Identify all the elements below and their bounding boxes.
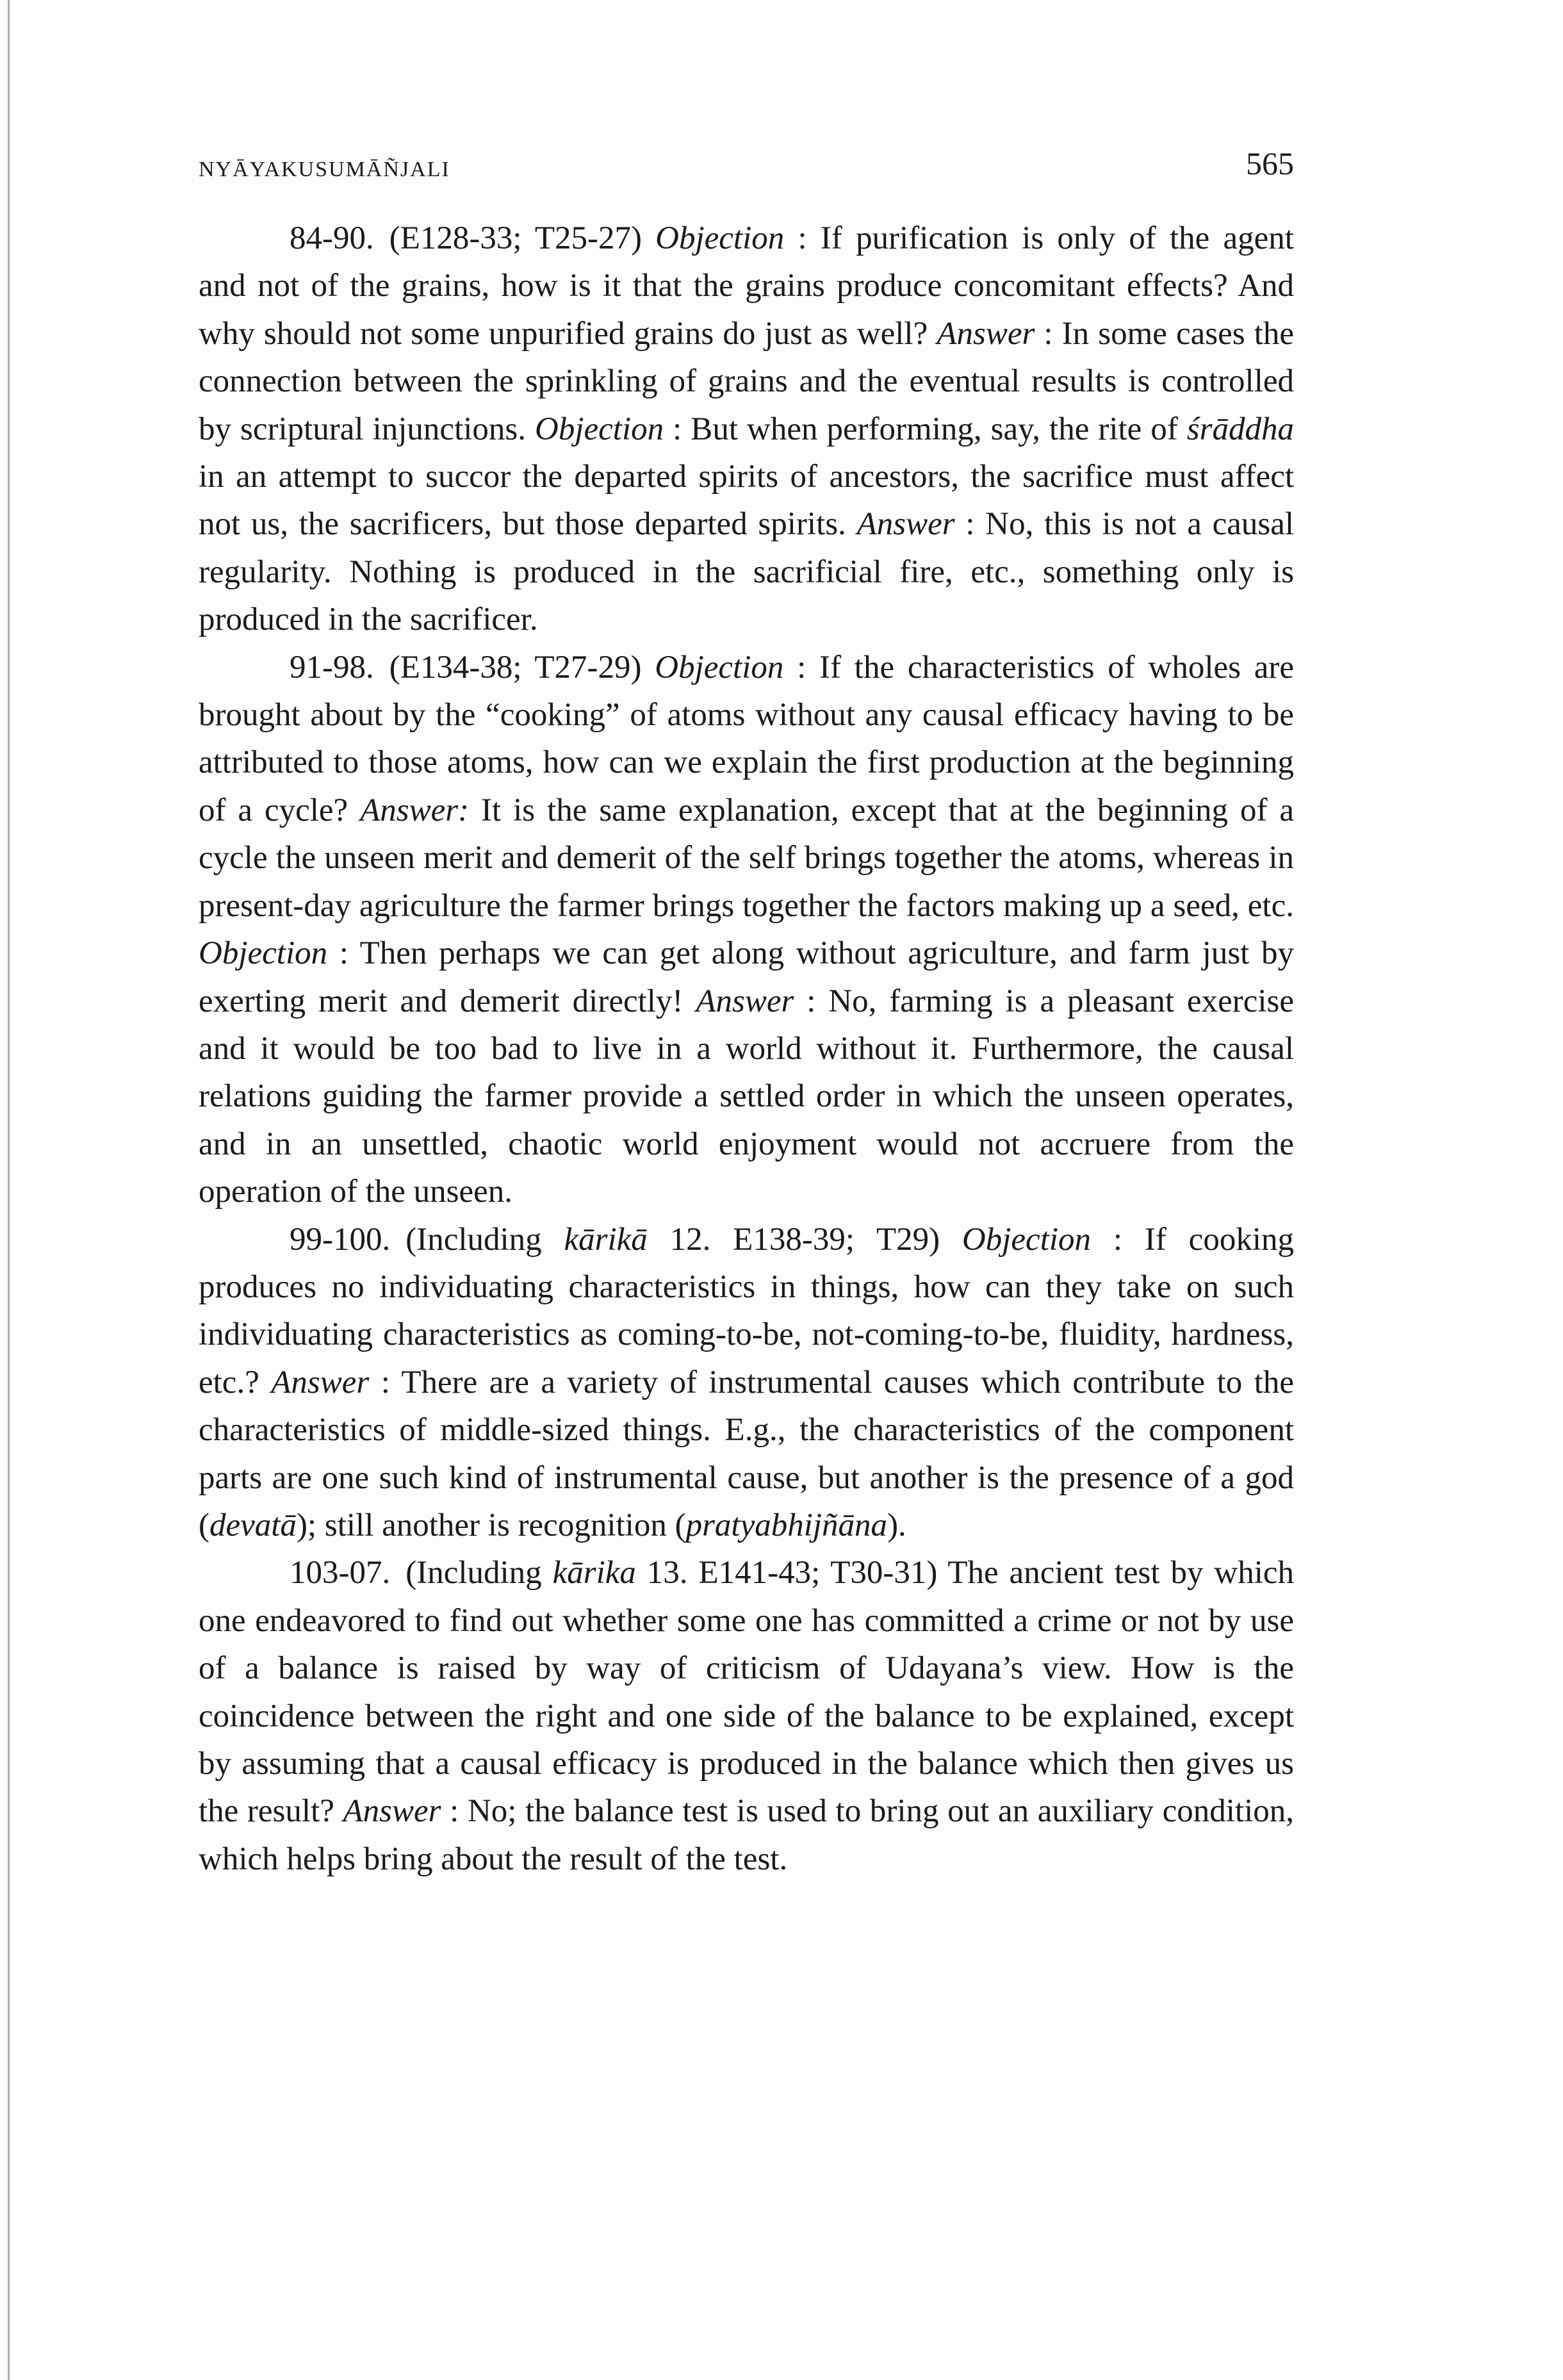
text-span: (Including — [405, 1221, 564, 1258]
section-number: 103-07. — [290, 1555, 391, 1591]
section-number: 91-98. — [290, 649, 374, 685]
term-karika: kārikā — [564, 1221, 648, 1258]
objection-label: Objection — [655, 220, 785, 256]
text-span: : No; the balance test is used to bring out an auxiliary condition, which helps bring about the result of the test. — [199, 1793, 1294, 1877]
section-number: 99-100. — [290, 1221, 391, 1258]
text-span: It is the same explanation, except that at the beginning of a cycle the unseen merit and demerit of the self brings together the atoms, whereas in present-day agriculture the farmer brings together the factors making up a seed, etc. — [199, 792, 1294, 924]
text-span: ); still another is recognition ( — [296, 1507, 686, 1543]
text-span: : No, this is not a causal regularity. Nothing is produced in the sacrificial fire, etc., something only is produced in the sacrificer. — [199, 506, 1295, 638]
text-span: : Then perhaps we can get along without agriculture, and farm just by exerting merit and demerit directly! — [199, 935, 1294, 1019]
answer-label: Answer — [271, 1364, 370, 1400]
answer-label: Answer — [343, 1793, 441, 1830]
text-span: : If the characteristics of wholes are brought about by the “cooking” of atoms without any causal efficacy having to be attributed to those atoms, how can we explain the first production at the beginning of a cycle? — [199, 649, 1294, 828]
page-number: 565 — [1246, 145, 1294, 181]
paragraph-99-100 — [199, 1216, 1294, 1550]
text-span: : If cooking produces no individuating characteristics in things, how can they take on such individuating characteristics as coming-to-be, not-coming-to-be, fluidity, hardness, etc.? — [199, 1221, 1294, 1400]
objection-label: Objection — [535, 411, 664, 447]
paragraph-103-07 — [199, 1549, 1294, 1883]
answer-label: Answer: — [360, 792, 470, 828]
page-header — [199, 145, 1294, 196]
text-span: in an attempt to succor the departed spirits of ancestors, the sacrifice must affect not us, the sacrificers, but those departed spirits. — [199, 459, 1294, 543]
text-span: 13. E141-43; T30-31) The ancient test by which one endeavored to find out whether some one has committed a crime or not by use of a balance is raised by way of criticism of Udayana’s view. How is the coincidence between the right and one side of the balance to be explained, except by assuming that a causal efficacy is produced in the balance which then gives us the result? — [199, 1555, 1294, 1830]
text-span: (Including — [405, 1555, 553, 1591]
running-head: NYĀYAKUSUMĀÑJALI — [199, 158, 450, 181]
term-sraddha: śrāddha — [1186, 411, 1294, 447]
body-text — [199, 215, 1294, 1883]
text-span: ). — [887, 1507, 906, 1543]
term-karika: kārika — [552, 1555, 636, 1591]
section-number: 84-90. — [290, 220, 374, 256]
term-pratyabhijnana: pratyabhijñāna — [685, 1507, 888, 1543]
text-span: 12. E138-39; T29) — [647, 1221, 962, 1258]
objection-label: Objection — [199, 935, 328, 972]
page-edge-line — [8, 0, 10, 2380]
text-span: (E134-38; T27-29) — [389, 649, 642, 685]
objection-label: Objection — [655, 649, 784, 685]
text-span: (E128-33; T25-27) — [389, 220, 642, 256]
text-span: : But when performing, say, the rite of — [664, 411, 1187, 447]
text-span: : If purification is only of the agent and not of the grains, how is it that the grains produce concomitant effects? And why should not some unpurified grains do just as well? — [199, 220, 1294, 352]
paragraph-91-98 — [199, 644, 1294, 1216]
answer-label: Answer — [696, 983, 794, 1019]
text-span: : In some cases the connection between the sprinkling of grains and the eventual results is controlled by scriptural injunctions. — [199, 315, 1295, 447]
objection-label: Objection — [962, 1221, 1092, 1258]
term-devata: devatā — [209, 1507, 297, 1543]
text-span: : No, farming is a pleasant exercise and it would be too bad to live in a world without it. Furthermore, the causal relations guiding the farmer provide a settled order in which the unseen operates, and in an unsettled, chaotic world enjoyment would not accruere from the operation of the unseen. — [199, 983, 1295, 1210]
text-span: : There are a variety of instrumental causes which contribute to the characteristics of middle-sized things. E.g., the characteristics of the component parts are one such kind of instrumental cause, but another is the presence of a god ( — [199, 1364, 1294, 1543]
answer-label: Answer — [937, 315, 1035, 352]
answer-label: Answer — [856, 506, 955, 543]
paragraph-84-90 — [199, 215, 1294, 644]
